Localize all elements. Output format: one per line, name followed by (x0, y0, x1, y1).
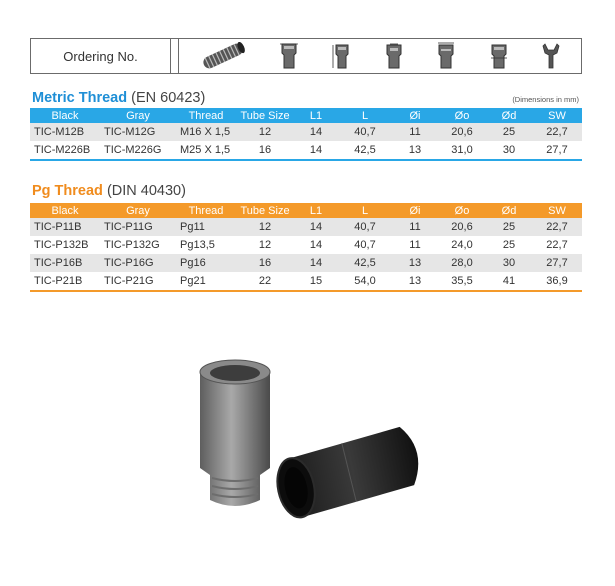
table-cell: 22,7 (546, 221, 568, 233)
table-cell: TIC-P21G (104, 275, 154, 287)
dimensions-note: (Dimensions in mm) (512, 95, 579, 104)
metric-header-3: Tube Size (240, 109, 290, 122)
table-cell: 25 (502, 239, 516, 251)
table-cell: TIC-P132G (104, 239, 160, 251)
table-cell: 11 (409, 239, 421, 251)
table-cell: M16 X 1,5 (180, 126, 231, 138)
table-cell: 16 (258, 144, 272, 156)
table-cell: Pg16 (180, 257, 206, 269)
table-cell: Pg13,5 (180, 239, 215, 251)
metric-header-4: L1 (309, 109, 323, 122)
ordering-divider (171, 39, 179, 73)
table-cell: TIC-P132B (34, 239, 89, 251)
table-cell: 27,7 (546, 144, 568, 156)
table-row (30, 218, 582, 236)
ordering-header (30, 38, 582, 74)
pg-header-6: Øi (409, 204, 421, 217)
table-cell: M25 X 1,5 (180, 144, 231, 156)
pg-table-body (30, 218, 582, 291)
pg-header-1: Gray (126, 204, 150, 217)
table-cell: 14 (309, 144, 323, 156)
metric-section-title (32, 90, 205, 106)
table-cell: TIC-M12B (34, 126, 85, 138)
pg-header-3: Tube Size (240, 204, 290, 217)
table-cell: TIC-P21B (34, 275, 83, 287)
table-cell: 12 (258, 126, 272, 138)
fitting-l1-icon (278, 41, 300, 71)
ordering-label: Ordering No. (31, 39, 171, 73)
metric-header-0: Black (51, 109, 79, 122)
pg-header-7: Øo (454, 204, 470, 217)
table-cell: 54,0 (354, 275, 376, 287)
table-cell: 22 (258, 275, 272, 287)
table-cell: 25 (502, 126, 516, 138)
table-cell: 14 (309, 221, 323, 233)
table-cell: 41 (502, 275, 516, 287)
corrugated-tube-icon (198, 42, 248, 70)
table-cell: 42,5 (354, 257, 376, 269)
pg-header-8: Ød (501, 204, 517, 217)
table-cell: 28,0 (451, 257, 473, 269)
fitting-inner-diameter-icon (383, 41, 405, 71)
table-cell: Pg11 (180, 221, 205, 233)
metric-header-7: Øo (454, 109, 470, 122)
table-cell: 12 (258, 239, 272, 251)
metric-standard: (EN 60423) (131, 90, 206, 106)
pg-header-5: L (361, 204, 369, 217)
table-cell: 11 (409, 221, 421, 233)
pg-header-9: SW (548, 204, 566, 217)
table-cell: TIC-M12G (104, 126, 156, 138)
metric-header-1: Gray (126, 109, 150, 122)
table-row (30, 141, 582, 160)
table-cell: 11 (409, 126, 421, 138)
table-row (30, 236, 582, 254)
table-cell: 20,6 (451, 221, 473, 233)
table-cell: 13 (408, 275, 422, 287)
table-cell: 14 (309, 239, 323, 251)
metric-header-8: Ød (501, 109, 517, 122)
fitting-l-icon (331, 41, 353, 71)
table-cell: 15 (309, 275, 323, 287)
table-cell: 36,9 (546, 275, 568, 287)
product-photo (180, 350, 455, 550)
fitting-outer-diameter-icon (435, 41, 457, 71)
metric-title: Metric Thread (32, 90, 128, 106)
table-cell: 22,7 (546, 239, 568, 251)
black-fitting-image (271, 424, 426, 520)
table-cell: 31,0 (451, 144, 473, 156)
table-cell: TIC-P11G (104, 221, 153, 233)
table-cell: 35,5 (451, 275, 473, 287)
table-row (30, 254, 582, 272)
table-cell: 14 (309, 257, 323, 269)
table-cell: TIC-M226B (34, 144, 91, 156)
table-cell: 40,7 (354, 221, 376, 233)
table-cell: 12 (258, 221, 272, 233)
pg-header-row (30, 203, 582, 218)
metric-header-9: SW (548, 109, 566, 122)
table-cell: 27,7 (546, 257, 568, 269)
table-cell: 40,7 (354, 239, 376, 251)
metric-table (30, 108, 582, 161)
table-cell: TIC-P16B (34, 257, 83, 269)
fitting-d-icon (488, 41, 510, 71)
wrench-icon (540, 41, 562, 71)
table-cell: 30 (502, 257, 516, 269)
table-cell: 42,5 (354, 144, 376, 156)
table-cell: 13 (408, 257, 422, 269)
table-cell: 20,6 (451, 126, 473, 138)
table-cell: 24,0 (451, 239, 473, 251)
pg-standard: (DIN 40430) (106, 183, 186, 199)
table-row (30, 272, 582, 291)
metric-table-body (30, 123, 582, 160)
table-cell: 40,7 (354, 126, 376, 138)
gray-fitting-image (200, 360, 270, 506)
table-cell: 13 (408, 144, 422, 156)
table-cell: TIC-P16G (104, 257, 154, 269)
pg-header-2: Thread (188, 204, 224, 217)
pg-header-0: Black (51, 204, 79, 217)
table-cell: Pg21 (180, 275, 206, 287)
table-cell: 30 (502, 144, 516, 156)
table-cell: 25 (502, 221, 516, 233)
metric-header-2: Thread (188, 109, 224, 122)
table-cell: TIC-M226G (104, 144, 162, 156)
ordering-icons (179, 39, 581, 73)
metric-header-row (30, 108, 582, 123)
pg-section-title (32, 183, 186, 199)
table-row (30, 123, 582, 141)
pg-table (30, 203, 582, 292)
metric-header-5: L (361, 109, 369, 122)
pg-header-4: L1 (309, 204, 323, 217)
table-cell: 16 (258, 257, 272, 269)
table-cell: 14 (309, 126, 323, 138)
table-cell: TIC-P11B (34, 221, 82, 233)
table-cell: 22,7 (546, 126, 568, 138)
metric-header-6: Øi (409, 109, 421, 122)
pg-title: Pg Thread (32, 183, 103, 199)
